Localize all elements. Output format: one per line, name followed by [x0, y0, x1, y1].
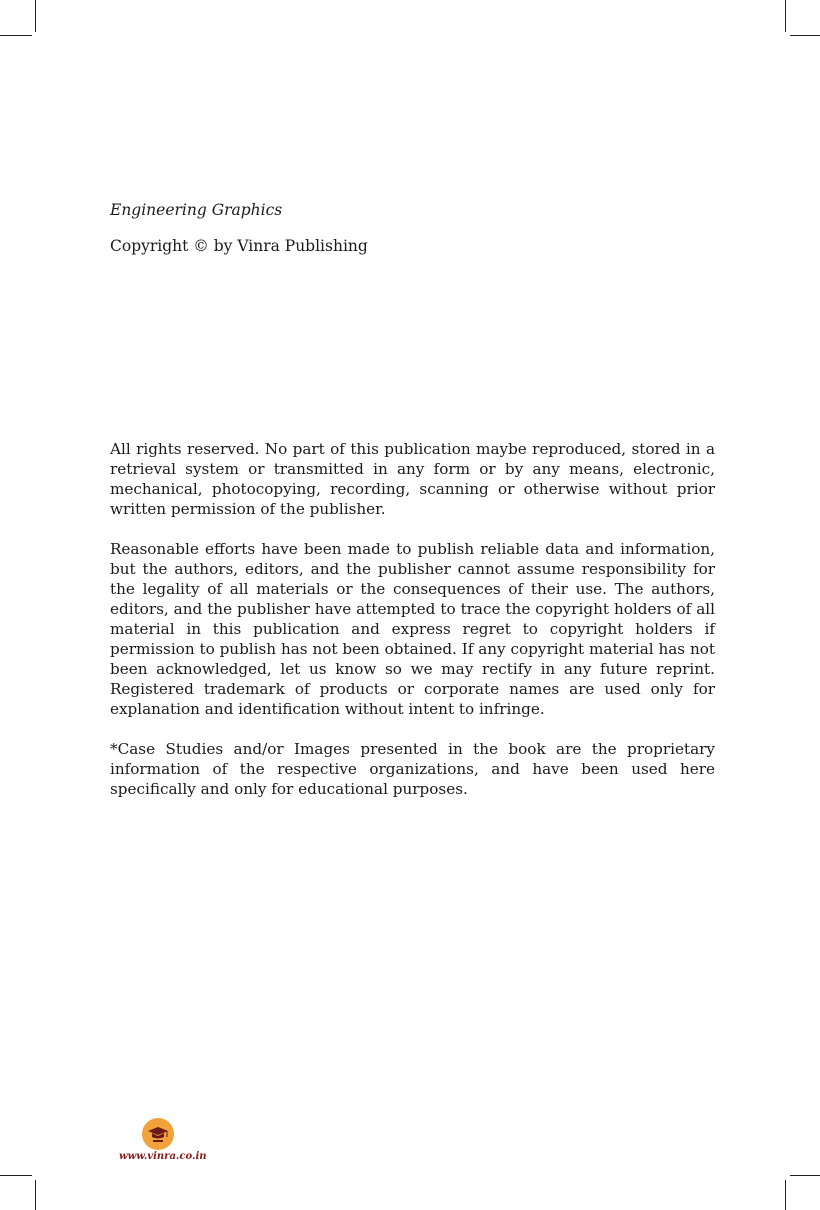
crop-mark-bottom-left-horizontal	[0, 1175, 32, 1176]
crop-mark-bottom-right-horizontal	[790, 1175, 820, 1176]
rights-reserved-paragraph: All rights reserved. No part of this publication maybe reproduced, stored in a retrieval system or transmitted in any form or by any means, electronic, mechanical, photocopying, recording, scanning or otherwise without prior written permission of the publisher.	[110, 440, 715, 518]
crop-mark-top-right-vertical	[785, 0, 786, 32]
disclaimer-paragraph: Reasonable efforts have been made to publish reliable data and information, but the authors, editors, and the publisher cannot assume responsibility for the legality of all materials or the consequences of their use. The authors, editors, and the publisher have attempted to trace the copyright holders of all material in this publication and express regret to copyright holders if permission to publish has not been obtained. If any copyright material has not been acknowledged, let us know so we may rectify in any future reprint. Registered trademark of products or corporate names are used only for explanation and identification without intent to infringe.	[110, 540, 715, 718]
crop-mark-top-right-horizontal	[790, 35, 820, 36]
crop-mark-top-left-vertical	[35, 0, 36, 32]
crop-mark-top-left-horizontal	[0, 35, 32, 36]
crop-mark-bottom-right-vertical	[785, 1180, 786, 1210]
book-title: Engineering Graphics	[110, 201, 283, 219]
publisher-logo	[142, 1118, 174, 1150]
crop-mark-bottom-left-vertical	[35, 1180, 36, 1210]
case-studies-paragraph: *Case Studies and/or Images presented in the book are the proprietary information of the respective organizations, and have been used here specifically and only for educational purposes.	[110, 740, 715, 798]
graduation-cap-icon	[142, 1118, 174, 1150]
publisher-website[interactable]: www.vinra.co.in	[119, 1151, 207, 1162]
copyright-line: Copyright © by Vinra Publishing	[110, 237, 368, 255]
